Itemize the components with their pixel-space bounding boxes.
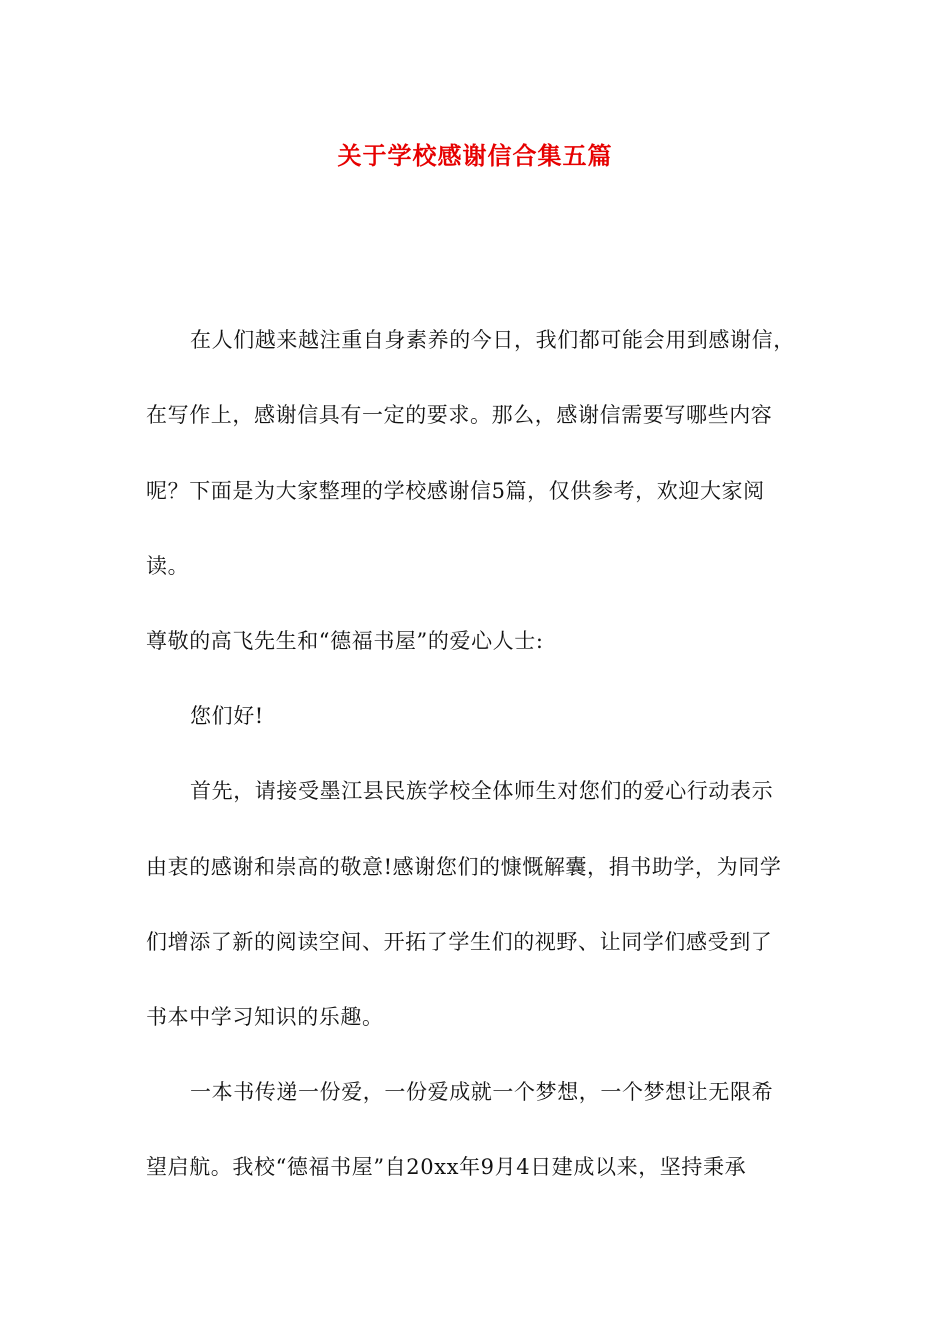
salutation: 尊敬的高飞先生和“德福书屋”的爱心人士: bbox=[146, 629, 544, 653]
paragraph-line: 读。 bbox=[146, 554, 190, 578]
paragraph-line: 们增添了新的阅读空间、开拓了学生们的视野、让同学们感受到了 bbox=[146, 930, 773, 954]
paragraph-line: 首先，请接受墨江县民族学校全体师生对您们的爱心行动表示 bbox=[190, 779, 774, 803]
paragraph-line: 望启航。我校“德福书屋”自20xx年9月4日建成以来，坚持秉承 bbox=[146, 1155, 747, 1179]
document-title: 关于学校感谢信合集五篇 bbox=[337, 142, 613, 170]
paragraph-line: 在人们越来越注重自身素养的今日，我们都可能会用到感谢信， bbox=[190, 328, 795, 352]
paragraph-line: 书本中学习知识的乐趣。 bbox=[146, 1005, 384, 1029]
paragraph-line: 由衷的感谢和崇高的敬意!感谢您们的慷慨解囊，捐书助学，为同学 bbox=[146, 855, 782, 879]
paragraph-line: 在写作上，感谢信具有一定的要求。那么，感谢信需要写哪些内容 bbox=[146, 403, 773, 427]
greeting: 您们好! bbox=[190, 704, 264, 728]
paragraph-line: 呢？下面是为大家整理的学校感谢信5篇，仅供参考，欢迎大家阅 bbox=[146, 479, 765, 503]
paragraph-line: 一本书传递一份爱，一份爱成就一个梦想，一个梦想让无限希 bbox=[190, 1080, 774, 1104]
